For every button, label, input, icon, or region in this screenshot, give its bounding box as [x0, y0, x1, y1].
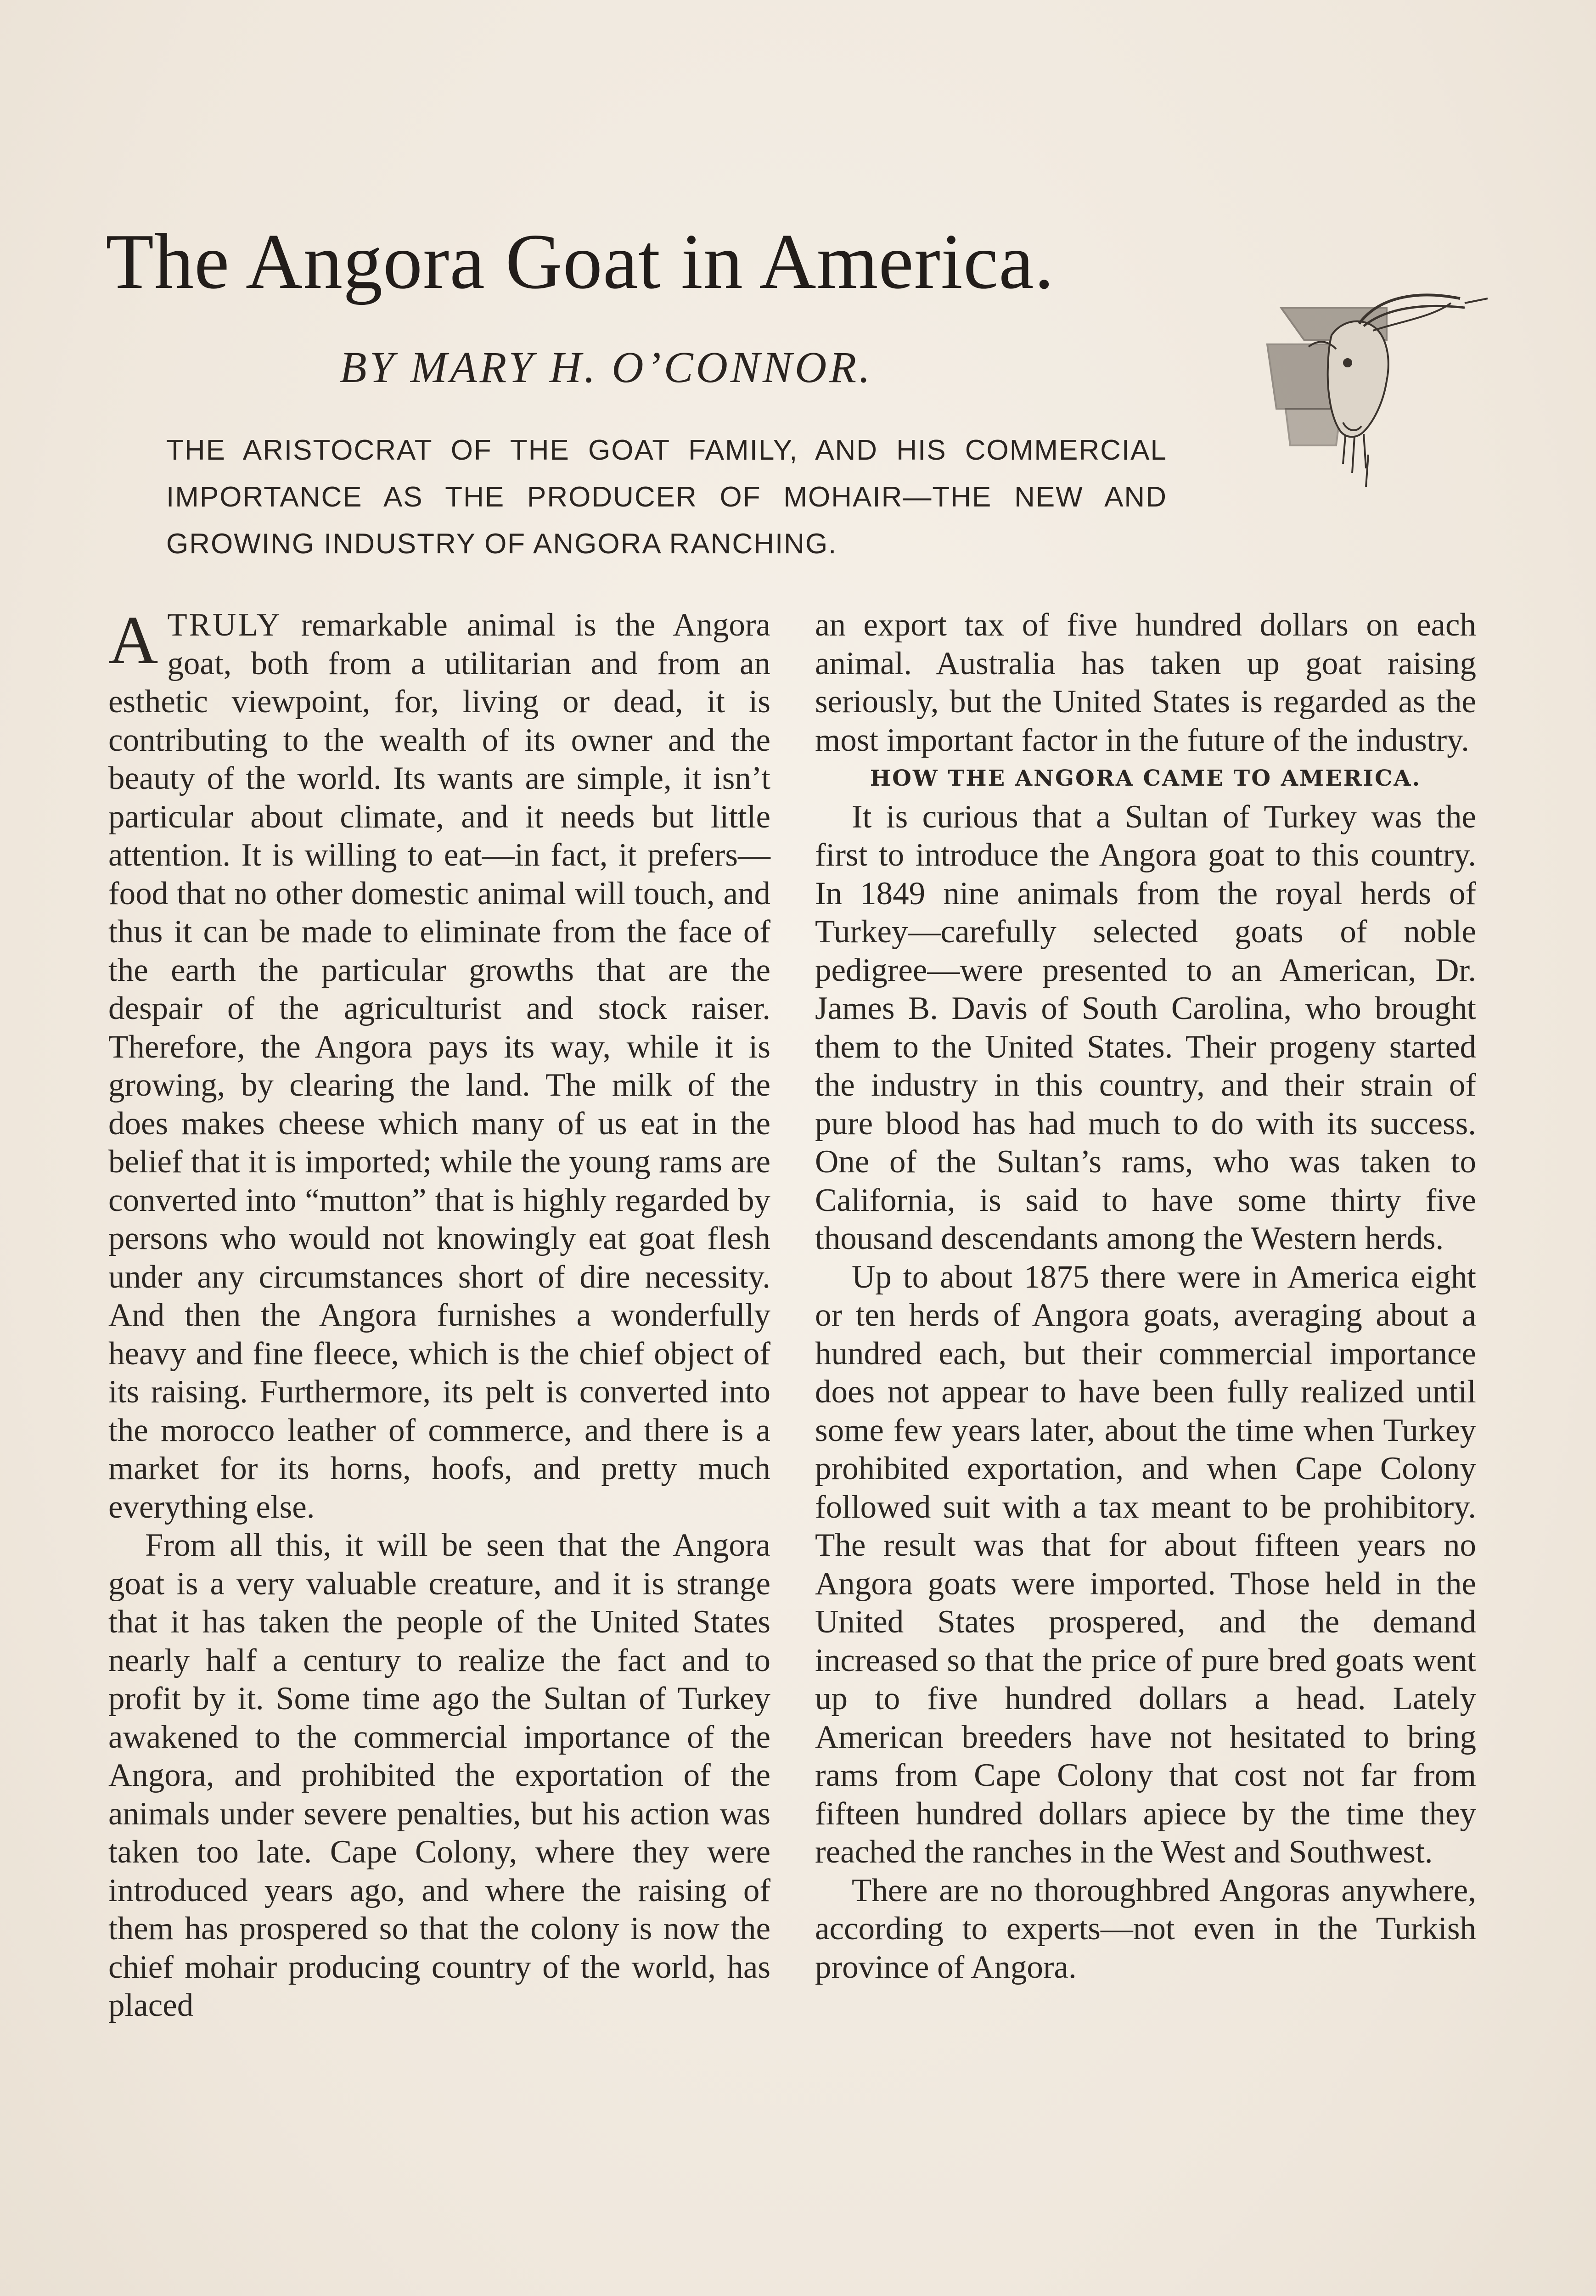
goat-head-icon: [1249, 271, 1543, 565]
right-column: [815, 606, 1476, 1986]
drop-cap: A: [108, 602, 158, 678]
paragraph-2-continued: an export tax of five hundred dollars on each animal. Australia has taken up goat raising seriously, but the United States is regarded as the most important factor in the future of the industry.: [815, 607, 1476, 758]
paragraph-1-text: remarkable animal is the Angora goat, both from a utilitarian and from an esthetic viewpoint, for, living or dead, it is contributing to the wealth of its owner and the beauty of the world. Its wants are simple, it isn’t particular about climate, and it needs but little attention. It is willing to eat—in fact, it prefers—food that no other domestic animal will touch, and thus it can be made to eliminate from the face of the earth the particular growths that are the despair of the agriculturist and stock raiser. Therefore, the Angora pays its way, while it is growing, by clearing the land. The milk of the does makes cheese which many of us eat in the belief that it is imported; while the young rams are converted into “mutton” that is highly regarded by persons who would not knowingly eat goat flesh under any circumstances short of dire necessity. And then the Angora furnishes a wonderfully heavy and fine fleece, which is the chief object of its raising. Furthermore, its pelt is converted into the morocco leather of commerce, and there is a market for its horns, hoofs, and pretty much everything else.: [108, 607, 770, 1525]
article-title: The Angora Goat in America.: [106, 218, 1055, 305]
article-subhead: THE ARISTOCRAT OF THE GOAT FAMILY, AND HIS COMMERCIAL IMPORTANCE AS THE PRODUCER OF MOHAIR—THE NEW AND GROWING INDUSTRY OF ANGORA RANCHING.: [166, 434, 1167, 560]
paragraph-1: [108, 602, 770, 1526]
article-byline: BY MARY H. O’CONNOR.: [340, 343, 873, 392]
paragraph-2: From all this, it will be seen that the Angora goat is a very valuable creature, and it is strange that it has taken the people of the United States nearly half a century to realize the fact and to profit by it. Some time ago the Sultan of Turkey awakened to the commercial importance of the Angora, and prohibited the exportation of the animals under severe penalties, but his action was taken too late. Cape Colony, where they were introduced years ago, and where the raising of them has prospered so that the colony is now the chief mohair producing country of the world, has placed: [108, 1527, 770, 2023]
section-heading: HOW THE ANGORA CAME TO AMERICA.: [870, 765, 1422, 791]
paragraph-5: There are no thoroughbred Angoras anywhere, according to experts—not even in the Turkish province of Angora.: [815, 1872, 1476, 1985]
left-column: [108, 602, 770, 2025]
paragraph-3: It is curious that a Sultan of Turkey was the first to introduce the Angora goat to this country. In 1849 nine animals from the royal herds of Turkey—carefully selected goats of noble pedigree—were presented to an American, Dr. James B. Davis of South Carolina, who brought them to the United States. Their progeny started the industry in this country, and their strain of pure blood has had much to do with its success. One of the Sultan’s rams, who was taken to California, is said to have some thirty five thousand descendants among the Western herds.: [815, 799, 1476, 1256]
paragraph-4: Up to about 1875 there were in America eight or ten herds of Angora goats, averaging about a hundred each, but their commercial importance does not appear to have been fully realized until some few years later, about the time when Turkey prohibited exportation, and when Cape Colony followed suit with a tax meant to be prohibitory. The result was that for about fifteen years no Angora goats were imported. Those held in the United States prospered, and the demand increased so that the price of pure bred goats went up to five hundred dollars a head. Lately American breeders have not hesitated to bring rams from Cape Colony that cost not far from fifteen hundred dollars apiece by the time they reached the ranches in the West and Southwest.: [815, 1259, 1476, 1870]
opening-smallcaps: TRULY: [167, 607, 282, 643]
